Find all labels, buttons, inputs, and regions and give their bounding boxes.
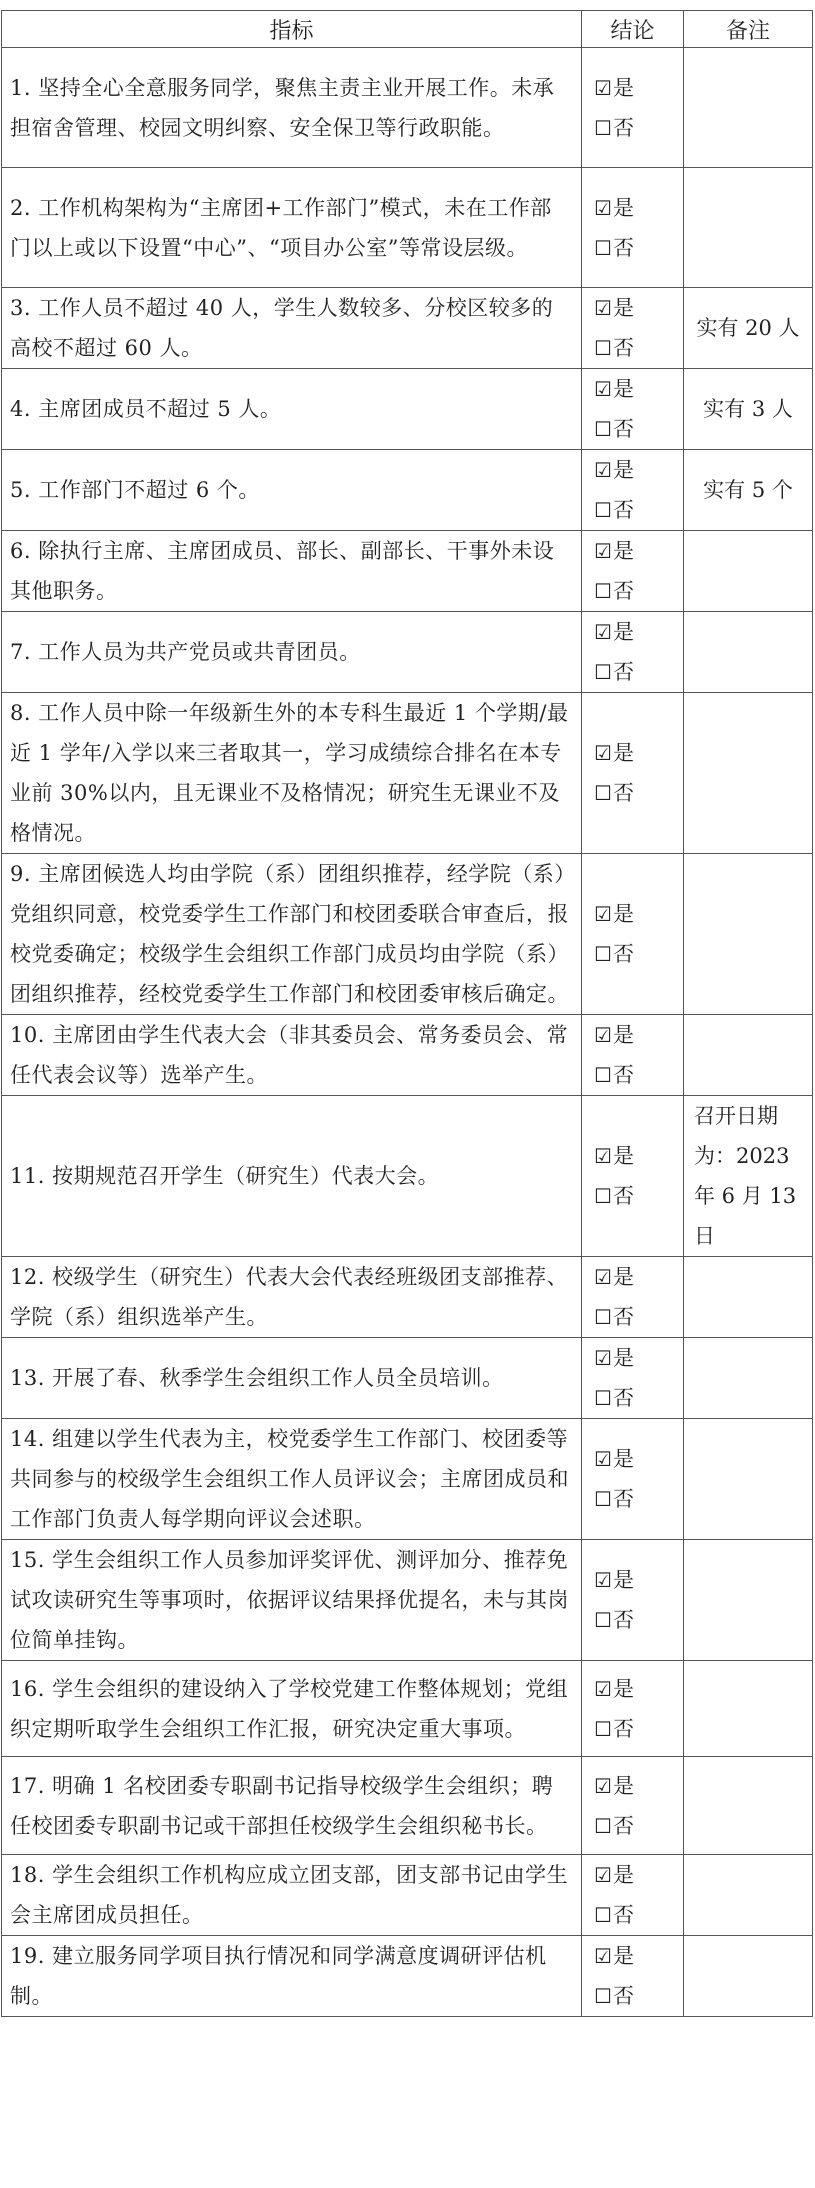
checked-checkbox-icon[interactable]: ☑ [594, 1676, 612, 1701]
remark-cell [684, 168, 813, 288]
indicator-text: 17. 明确 1 名校团委专职副书记指导校级学生会组织；聘任校团委专职副书记或干部担任校级学生会组织秘书长。 [2, 1757, 582, 1855]
checked-checkbox-icon[interactable]: ☑ [594, 1773, 612, 1798]
option-yes-label: 是 [612, 195, 634, 220]
unchecked-checkbox-icon[interactable]: ☐ [594, 942, 612, 966]
option-no[interactable] [594, 490, 683, 530]
option-no-label: 否 [612, 781, 634, 805]
table-row [2, 531, 813, 612]
checked-checkbox-icon[interactable]: ☑ [594, 1944, 612, 1968]
option-yes[interactable] [594, 188, 683, 228]
table-row [2, 1540, 813, 1661]
option-yes-label: 是 [612, 1944, 634, 1968]
option-yes-label: 是 [612, 620, 634, 644]
option-yes[interactable] [594, 1936, 683, 1976]
option-yes-label: 是 [612, 1447, 634, 1471]
option-yes-label: 是 [612, 741, 634, 765]
checked-checkbox-icon[interactable]: ☑ [594, 195, 612, 220]
option-no[interactable] [594, 1600, 683, 1640]
conclusion-cell [582, 1936, 684, 2017]
remark-cell [684, 1855, 813, 1936]
checked-checkbox-icon[interactable]: ☑ [594, 902, 612, 926]
option-yes[interactable] [594, 1136, 683, 1176]
table-row [2, 369, 813, 450]
option-no-label: 否 [612, 498, 634, 522]
conclusion-cell [582, 1757, 684, 1855]
remark-cell [684, 48, 813, 168]
remark-cell [684, 612, 813, 693]
table-row [2, 168, 813, 288]
option-no[interactable] [594, 773, 683, 813]
indicator-text: 14. 组建以学生代表为主，校党委学生工作部门、校团委等共同参与的校级学生会组织工作人员评议会；主席团成员和工作部门负责人每学期向评议会述职。 [2, 1419, 582, 1540]
unchecked-checkbox-icon[interactable]: ☐ [594, 1305, 612, 1329]
indicator-text: 4. 主席团成员不超过 5 人。 [2, 369, 582, 450]
option-yes[interactable] [594, 68, 683, 108]
conclusion-cell [582, 450, 684, 531]
option-no[interactable] [594, 571, 683, 611]
table-row [2, 1661, 813, 1757]
unchecked-checkbox-icon[interactable]: ☐ [594, 1903, 612, 1927]
indicator-text: 13. 开展了春、秋季学生会组织工作人员全员培训。 [2, 1338, 582, 1419]
table-row [2, 1096, 813, 1257]
option-yes-label: 是 [612, 1863, 634, 1887]
table-row [2, 1419, 813, 1540]
option-no-label: 否 [612, 235, 634, 260]
conclusion-cell [582, 1015, 684, 1096]
checked-checkbox-icon[interactable]: ☑ [594, 1447, 612, 1471]
conclusion-cell [582, 531, 684, 612]
option-yes[interactable] [594, 531, 683, 571]
unchecked-checkbox-icon[interactable]: ☐ [594, 1386, 612, 1410]
table-row [2, 1757, 813, 1855]
remark-cell [684, 693, 813, 854]
option-no[interactable] [594, 1176, 683, 1216]
indicator-text: 11. 按期规范召开学生（研究生）代表大会。 [2, 1096, 582, 1257]
table-row [2, 1338, 813, 1419]
checked-checkbox-icon[interactable]: ☑ [594, 620, 612, 644]
remark-cell [684, 854, 813, 1015]
option-yes-label: 是 [612, 377, 634, 401]
unchecked-checkbox-icon[interactable]: ☐ [594, 1984, 612, 2008]
option-yes[interactable] [594, 1766, 683, 1806]
table-row [2, 693, 813, 854]
conclusion-cell [582, 1257, 684, 1338]
remark-cell: 召开日期为：2023 年 6 月 13 日 [684, 1096, 813, 1257]
option-no[interactable] [594, 328, 683, 368]
unchecked-checkbox-icon[interactable]: ☐ [594, 498, 612, 522]
checked-checkbox-icon[interactable]: ☑ [594, 539, 612, 563]
remark-cell [684, 1757, 813, 1855]
option-yes-label: 是 [612, 1265, 634, 1289]
unchecked-checkbox-icon[interactable]: ☐ [594, 1813, 612, 1838]
conclusion-cell [582, 854, 684, 1015]
unchecked-checkbox-icon[interactable]: ☐ [594, 1608, 612, 1632]
table-row [2, 450, 813, 531]
option-no[interactable] [594, 1055, 683, 1095]
option-no-label: 否 [612, 1813, 634, 1838]
remark-cell: 实有 5 个 [684, 450, 813, 531]
table-row [2, 288, 813, 369]
conclusion-cell [582, 288, 684, 369]
remark-cell [684, 1338, 813, 1419]
table-row [2, 1015, 813, 1096]
option-no[interactable] [594, 934, 683, 974]
unchecked-checkbox-icon[interactable]: ☐ [594, 1063, 612, 1087]
option-no-label: 否 [612, 417, 634, 441]
checked-checkbox-icon[interactable]: ☑ [594, 1863, 612, 1887]
remark-cell [684, 1936, 813, 2017]
checked-checkbox-icon[interactable]: ☑ [594, 1346, 612, 1370]
option-no[interactable] [594, 1479, 683, 1519]
table-row [2, 1257, 813, 1338]
table-row [2, 612, 813, 693]
table-row [2, 854, 813, 1015]
option-yes[interactable] [594, 1015, 683, 1055]
checked-checkbox-icon[interactable]: ☑ [594, 1144, 612, 1168]
conclusion-cell [582, 168, 684, 288]
checklist-table [1, 10, 813, 2017]
remark-cell: 实有 3 人 [684, 369, 813, 450]
option-no[interactable] [594, 1976, 683, 2016]
option-yes-label: 是 [612, 75, 634, 100]
option-no[interactable] [594, 1297, 683, 1337]
option-yes-label: 是 [612, 902, 634, 926]
option-no[interactable] [594, 108, 683, 148]
remark-cell [684, 1419, 813, 1540]
checked-checkbox-icon[interactable]: ☑ [594, 1023, 612, 1047]
option-no-label: 否 [612, 1305, 634, 1329]
option-yes-label: 是 [612, 458, 634, 482]
option-no-label: 否 [612, 942, 634, 966]
indicator-text: 7. 工作人员为共产党员或共青团员。 [2, 612, 582, 693]
option-yes[interactable] [594, 288, 683, 328]
option-no-label: 否 [612, 1487, 634, 1511]
checked-checkbox-icon[interactable]: ☑ [594, 458, 612, 482]
remark-cell [684, 1015, 813, 1096]
conclusion-cell [582, 1855, 684, 1936]
option-yes-label: 是 [612, 539, 634, 563]
option-yes-label: 是 [612, 1773, 634, 1798]
conclusion-cell [582, 1096, 684, 1257]
option-yes[interactable] [594, 1257, 683, 1297]
option-no[interactable] [594, 1709, 683, 1749]
header-conclusion: 结论 [582, 11, 684, 48]
option-no[interactable] [594, 228, 683, 268]
remark-cell [684, 1661, 813, 1757]
option-yes[interactable] [594, 894, 683, 934]
indicator-text: 12. 校级学生（研究生）代表大会代表经班级团支部推荐、学院（系）组织选举产生。 [2, 1257, 582, 1338]
option-no[interactable] [594, 409, 683, 449]
option-yes-label: 是 [612, 1676, 634, 1701]
option-yes[interactable] [594, 1338, 683, 1378]
option-yes[interactable] [594, 369, 683, 409]
option-no-label: 否 [612, 115, 634, 140]
indicator-text: 3. 工作人员不超过 40 人，学生人数较多、分校区较多的高校不超过 60 人。 [2, 288, 582, 369]
remark-cell: 实有 20 人 [684, 288, 813, 369]
unchecked-checkbox-icon[interactable]: ☐ [594, 579, 612, 603]
checked-checkbox-icon[interactable]: ☑ [594, 377, 612, 401]
header-remark: 备注 [684, 11, 813, 48]
option-no-label: 否 [612, 1903, 634, 1927]
option-no-label: 否 [612, 1984, 634, 2008]
option-no-label: 否 [612, 1716, 634, 1741]
option-no-label: 否 [612, 660, 634, 684]
option-no[interactable] [594, 652, 683, 692]
checked-checkbox-icon[interactable]: ☑ [594, 1265, 612, 1289]
option-yes[interactable] [594, 1439, 683, 1479]
indicator-text: 8. 工作人员中除一年级新生外的本专科生最近 1 个学期/最近 1 学年/入学以来三者取其一，学习成绩综合排名在本专业前 30%以内，且无课业不及格情况；研究生无课业不及格情况。 [2, 693, 582, 854]
table-row [2, 1936, 813, 2017]
indicator-text: 2. 工作机构架构为“主席团+工作部门”模式，未在工作部门以上或以下设置“中心”、“项目办公室”等常设层级。 [2, 168, 582, 288]
header-indicator: 指标 [2, 11, 582, 48]
unchecked-checkbox-icon[interactable]: ☐ [594, 1716, 612, 1741]
option-no[interactable] [594, 1378, 683, 1418]
indicator-text: 5. 工作部门不超过 6 个。 [2, 450, 582, 531]
unchecked-checkbox-icon[interactable]: ☐ [594, 235, 612, 260]
unchecked-checkbox-icon[interactable]: ☐ [594, 660, 612, 684]
indicator-text: 18. 学生会组织工作机构应成立团支部，团支部书记由学生会主席团成员担任。 [2, 1855, 582, 1936]
option-yes-label: 是 [612, 1144, 634, 1168]
conclusion-cell [582, 48, 684, 168]
conclusion-cell [582, 693, 684, 854]
option-yes[interactable] [594, 733, 683, 773]
option-yes-label: 是 [612, 296, 634, 320]
unchecked-checkbox-icon[interactable]: ☐ [594, 336, 612, 360]
checked-checkbox-icon[interactable]: ☑ [594, 75, 612, 100]
remark-cell [684, 1540, 813, 1661]
remark-cell [684, 531, 813, 612]
option-yes-label: 是 [612, 1023, 634, 1047]
option-yes[interactable] [594, 1855, 683, 1895]
indicator-text: 6. 除执行主席、主席团成员、部长、副部长、干事外未设其他职务。 [2, 531, 582, 612]
unchecked-checkbox-icon[interactable]: ☐ [594, 417, 612, 441]
option-no-label: 否 [612, 1063, 634, 1087]
option-yes-label: 是 [612, 1346, 634, 1370]
option-no-label: 否 [612, 1184, 634, 1208]
header-row [2, 11, 813, 48]
option-yes-label: 是 [612, 1568, 634, 1592]
indicator-text: 19. 建立服务同学项目执行情况和同学满意度调研评估机制。 [2, 1936, 582, 2017]
table-row [2, 1855, 813, 1936]
conclusion-cell [582, 1338, 684, 1419]
option-yes[interactable] [594, 450, 683, 490]
remark-cell [684, 1257, 813, 1338]
option-no[interactable] [594, 1895, 683, 1935]
checked-checkbox-icon[interactable]: ☑ [594, 741, 612, 765]
option-no-label: 否 [612, 336, 634, 360]
option-yes[interactable] [594, 1669, 683, 1709]
unchecked-checkbox-icon[interactable]: ☐ [594, 115, 612, 140]
checked-checkbox-icon[interactable]: ☑ [594, 1568, 612, 1592]
indicator-text: 15. 学生会组织工作人员参加评奖评优、测评加分、推荐免试攻读研究生等事项时，依据评议结果择优提名，未与其岗位简单挂钩。 [2, 1540, 582, 1661]
checked-checkbox-icon[interactable]: ☑ [594, 296, 612, 320]
conclusion-cell [582, 369, 684, 450]
indicator-text: 10. 主席团由学生代表大会（非其委员会、常务委员会、常任代表会议等）选举产生。 [2, 1015, 582, 1096]
conclusion-cell [582, 1540, 684, 1661]
conclusion-cell [582, 1661, 684, 1757]
table-row [2, 48, 813, 168]
indicator-text: 9. 主席团候选人均由学院（系）团组织推荐，经学院（系）党组织同意，校党委学生工作部门和校团委联合审查后，报校党委确定；校级学生会组织工作部门成员均由学院（系）团组织推荐，经校党委学生工作部门和校团委审核后确定。 [2, 854, 582, 1015]
option-yes[interactable] [594, 612, 683, 652]
conclusion-cell [582, 612, 684, 693]
option-yes[interactable] [594, 1560, 683, 1600]
unchecked-checkbox-icon[interactable]: ☐ [594, 781, 612, 805]
option-no-label: 否 [612, 579, 634, 603]
unchecked-checkbox-icon[interactable]: ☐ [594, 1184, 612, 1208]
indicator-text: 16. 学生会组织的建设纳入了学校党建工作整体规划；党组织定期听取学生会组织工作汇报，研究决定重大事项。 [2, 1661, 582, 1757]
conclusion-cell [582, 1419, 684, 1540]
unchecked-checkbox-icon[interactable]: ☐ [594, 1487, 612, 1511]
indicator-text: 1. 坚持全心全意服务同学，聚焦主责主业开展工作。未承担宿舍管理、校园文明纠察、安全保卫等行政职能。 [2, 48, 582, 168]
option-no-label: 否 [612, 1386, 634, 1410]
option-no-label: 否 [612, 1608, 634, 1632]
option-no[interactable] [594, 1806, 683, 1846]
